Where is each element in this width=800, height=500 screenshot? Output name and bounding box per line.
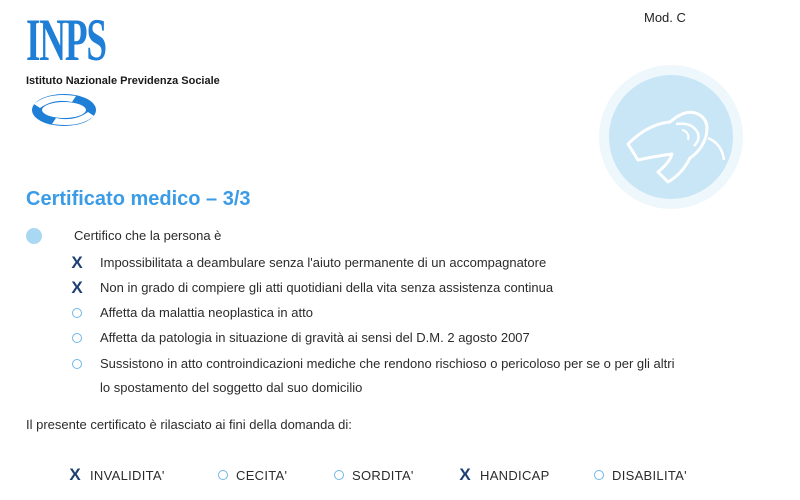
condition-option[interactable]: [70, 350, 770, 400]
purpose-option-handicap[interactable]: [458, 462, 550, 488]
purpose-option-cecita[interactable]: [218, 462, 287, 488]
condition-option[interactable]: [70, 250, 770, 275]
condition-option[interactable]: [70, 300, 770, 325]
checked-x-icon: X: [71, 277, 83, 297]
checked-x-icon: X: [69, 465, 81, 484]
purpose-option-invalidita[interactable]: [68, 462, 165, 488]
condition-list: [70, 250, 770, 400]
unchecked-circle-icon: [72, 333, 82, 343]
unchecked-circle-icon: [72, 359, 82, 369]
page-title: Certificato medico – 3/3: [26, 188, 251, 210]
purpose-label: DISABILITA': [612, 467, 687, 483]
condition-label: Impossibilitata a deambulare senza l'aiuto permanente di un accompagnatore: [100, 254, 547, 270]
unchecked-circle-icon: [218, 470, 228, 480]
purpose-label: INVALIDITA': [90, 467, 165, 483]
condition-label-line2: lo spostamento del soggetto dal suo domicilio: [100, 380, 363, 395]
condition-label-block: [100, 352, 674, 400]
unchecked-circle-icon: [594, 470, 604, 480]
purpose-label: CECITA': [236, 467, 288, 483]
purpose-options: [68, 462, 768, 488]
inps-logo-text: INPS: [26, 7, 106, 73]
purpose-label: HANDICAP: [480, 467, 550, 483]
checked-x-icon: X: [459, 465, 471, 484]
condition-label-line1: Sussistono in atto controindicazioni mediche che rendono rischioso o pericoloso per se o per gli altri: [100, 356, 675, 371]
purpose-intro: Il presente certificato è rilasciato ai fini della domanda di:: [26, 417, 352, 432]
bullet-dot-icon: [26, 228, 42, 244]
condition-label: Affetta da malattia neoplastica in atto: [100, 304, 313, 320]
checked-x-icon: X: [71, 252, 83, 272]
purpose-option-disabilita[interactable]: [594, 462, 687, 488]
condition-label: Non in grado di compiere gli atti quotidiani della vita senza assistenza continua: [100, 279, 554, 295]
institute-name: Istituto Nazionale Previdenza Sociale: [26, 75, 220, 87]
condition-option[interactable]: [70, 325, 770, 350]
module-label: Mod. C: [644, 10, 686, 25]
unchecked-circle-icon: [334, 470, 344, 480]
condition-label: Affetta da patologia in situazione di gravità ai sensi del D.M. 2 agosto 2007: [100, 329, 530, 345]
condition-option[interactable]: [70, 275, 770, 300]
purpose-label: SORDITA': [352, 467, 414, 483]
purpose-option-sordita[interactable]: [334, 462, 414, 488]
certify-intro: Certifico che la persona è: [74, 228, 222, 243]
hands-watermark-icon: [598, 64, 744, 210]
unchecked-circle-icon: [72, 308, 82, 318]
inps-swirl-logo-icon: [28, 90, 100, 130]
